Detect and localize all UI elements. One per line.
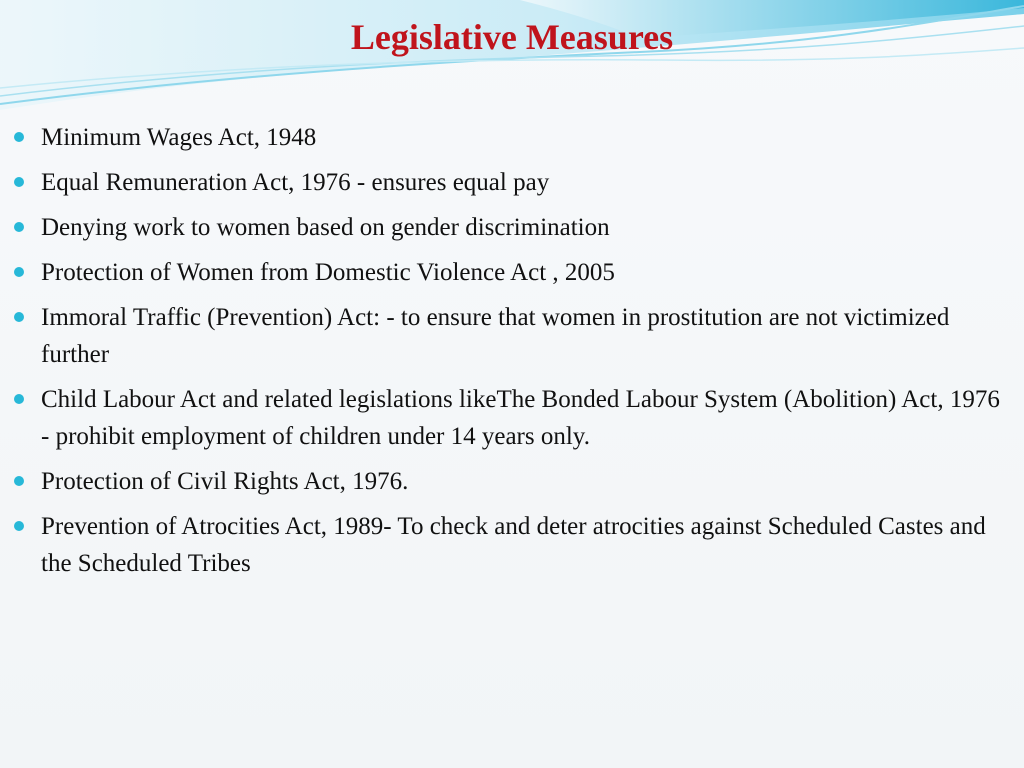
list-item [14,508,1004,582]
list-item [14,209,1004,246]
list-item-text: Prevention of Atrocities Act, 1989- To check and deter atrocities against Scheduled Castes and the Scheduled Tribes [41,513,986,577]
list-item-text: Equal Remuneration Act, 1976 - ensures equal pay [41,169,550,196]
list-item-text: Immoral Traffic (Prevention) Act: - to ensure that women in prostitution are not victimized further [41,304,950,368]
bullet-dot-icon [14,132,24,142]
bullet-dot-icon [14,521,24,531]
bullet-dot-icon [14,267,24,277]
bullet-dot-icon [14,394,24,404]
list-item [14,381,1004,455]
list-item-text: Child Labour Act and related legislations likeThe Bonded Labour System (Abolition) Act, 1976 - prohibit employment of children under 14 years only. [41,386,1000,450]
slide-title: Legislative Measures [350,17,674,57]
bullet-dot-icon [14,476,24,486]
list-item-text: Protection of Civil Rights Act, 1976. [41,468,409,495]
bullet-list [14,119,1004,590]
bullet-dot-icon [14,222,24,232]
list-item [14,119,1004,156]
bullet-dot-icon [14,177,24,187]
list-item-text: Denying work to women based on gender discrimination [41,214,610,241]
list-item-text: Minimum Wages Act, 1948 [41,124,317,151]
bullet-dot-icon [14,312,24,322]
list-item-text: Protection of Women from Domestic Violence Act , 2005 [41,259,615,286]
list-item [14,299,1004,373]
list-item [14,463,1004,500]
list-item [14,164,1004,201]
list-item [14,254,1004,291]
